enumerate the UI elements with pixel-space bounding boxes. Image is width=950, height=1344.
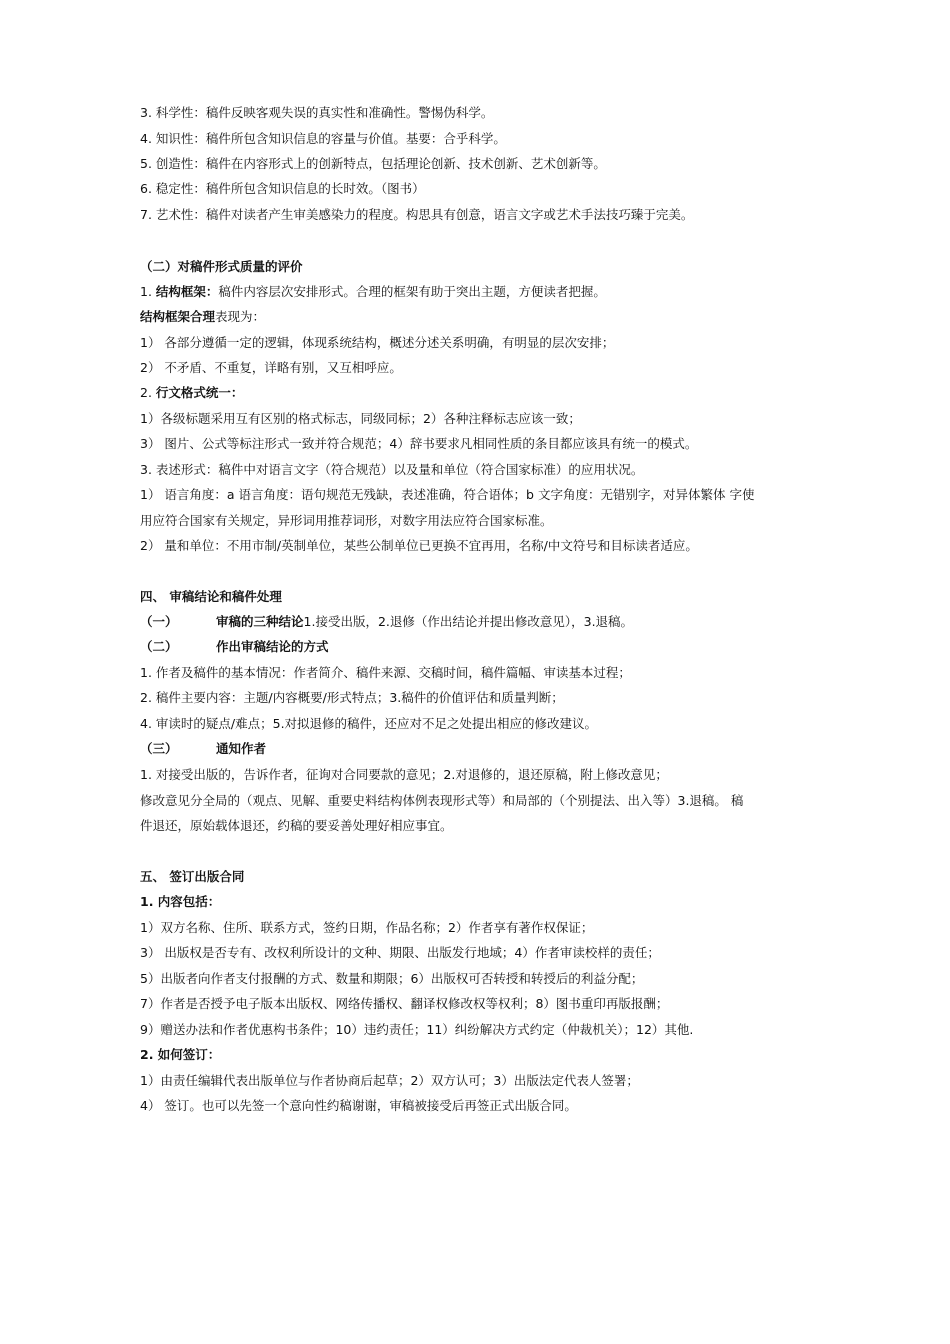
- subsection-number: （三）: [140, 741, 178, 756]
- format-point-2: 3） 图片、公式等标注形式一致并符合规范；4）辞书要求凡相同性质的条目都应该具有统一的模式。: [140, 436, 698, 451]
- units-point: 2） 量和单位：不用市制/英制单位，某些公制单位已更换不宜再用，名称/中文符号和目标读者适应。: [140, 538, 698, 553]
- list-item-creativity: 5. 创造性：稿件在内容形式上的创新特点，包括理论创新、技术创新、艺术创新等。: [140, 156, 606, 171]
- section-heading-form-quality: （二）对稿件形式质量的评价: [140, 259, 303, 274]
- subsection-number: （二）: [140, 639, 178, 654]
- list-item-artistry: 7. 艺术性：稿件对读者产生审美感染力的程度。构思具有创意，语言文字或艺术手法技巧臻于完美。: [140, 207, 694, 222]
- language-point-line-1: 1） 语言角度：a 语言角度：语句规范无残缺，表述准确，符合语体；b 文字角度：无错别字，对异体繁体 字使: [140, 487, 755, 502]
- subsection-notify-author: [140, 740, 266, 758]
- contract-content-3: 5）出版者向作者支付报酬的方式、数量和期限；6）出版权可否转授和转授后的利益分配；: [140, 971, 644, 986]
- contract-how-1: 1）由责任编辑代表出版单位与作者协商后起草；2）双方认可；3）出版法定代表人签署；: [140, 1073, 639, 1088]
- subsection-text: 1.接受出版，2.退修（作出结论并提出修改意见），3.退稿。: [303, 614, 634, 629]
- list-item-stability: 6. 稳定性：稿件所包含知识信息的长时效。（图书）: [140, 181, 425, 196]
- item-number: 1.: [140, 284, 156, 299]
- method-point-3: 4. 审读时的疑点/难点；5.对拟退修的稿件，还应对不足之处提出相应的修改建议。: [140, 716, 598, 731]
- item-text: 稿件内容层次安排形式。合理的框架有助于突出主题，方便读者把握。: [218, 284, 606, 299]
- section-heading-review-conclusion: 四、 审稿结论和稿件处理: [140, 589, 282, 604]
- subsection-three-conclusions: [140, 613, 633, 631]
- item-number: 2.: [140, 385, 156, 400]
- contract-content-4: 7）作者是否授予电子版本出版权、网络传播权、翻译权修改权等权利；8）图书重印再版报酬；: [140, 996, 669, 1011]
- list-item-knowledge: 4. 知识性：稿件所包含知识信息的容量与价值。基要：合乎科学。: [140, 131, 506, 146]
- contract-content-heading: 1. 内容包括：: [140, 894, 221, 909]
- subsection-title: 通知作者: [216, 741, 267, 756]
- subsection-title: 审稿的三种结论: [216, 614, 304, 629]
- method-point-1: 1. 作者及稿件的基本情况：作者简介、稿件来源、交稿时间，稿件篇幅、审读基本过程；: [140, 665, 631, 680]
- subsection-number: （一）: [140, 614, 178, 629]
- form-item-structure: [140, 283, 606, 301]
- subsection-conclusion-method: [140, 638, 329, 656]
- notify-line-2: 修改意见分全局的（观点、见解、重要史料结构体例表现形式等）和局部的（个别提法、出入等）3.退稿。 稿: [140, 793, 744, 808]
- framework-point-2: 2） 不矛盾、不重复，详略有别，又互相呼应。: [140, 360, 402, 375]
- contract-how-2: 4） 签订。也可以先签一个意向性约稿谢谢，审稿被接受后再签正式出版合同。: [140, 1098, 577, 1113]
- format-point-1: 1）各级标题采用互有区别的格式标志，同级同标；2）各种注释标志应该一致；: [140, 411, 581, 426]
- form-item-expression: 3. 表述形式：稿件中对语言文字（符合规范）以及量和单位（符合国家标准）的应用状况。: [140, 462, 644, 477]
- item-term: 结构框架：: [155, 284, 219, 299]
- framework-point-1: 1） 各部分遵循一定的逻辑，体现系统结构，概述分述关系明确，有明显的层次安排；: [140, 335, 615, 350]
- framework-term: 结构框架合理: [140, 309, 216, 324]
- notify-line-3: 件退还，原始载体退还，约稿的要妥善处理好相应事宜。: [140, 818, 453, 833]
- list-item-scientific: 3. 科学性：稿件反映客观失误的真实性和准确性。警惕伪科学。: [140, 105, 494, 120]
- subsection-title: 作出审稿结论的方式: [216, 639, 329, 654]
- framework-rest: 表现为：: [215, 309, 266, 324]
- section-heading-sign-contract: 五、 签订出版合同: [140, 869, 245, 884]
- contract-content-2: 3） 出版权是否专有、改权利所设计的文种、期限、出版发行地域；4）作者审读校样的责任；: [140, 945, 660, 960]
- item-term: 行文格式统一：: [155, 385, 244, 400]
- language-point-line-2: 用应符合国家有关规定，异形词用推荐词形，对数字用法应符合国家标准。: [140, 513, 553, 528]
- form-item-format: [140, 384, 243, 402]
- notify-line-1: 1. 对接受出版的，告诉作者，征询对合同要款的意见；2.对退修的，退还原稿，附上修改意见；: [140, 767, 668, 782]
- method-point-2: 2. 稿件主要内容：主题/内容概要/形式特点；3.稿件的价值评估和质量判断；: [140, 690, 564, 705]
- framework-intro: [140, 308, 265, 326]
- contract-content-1: 1）双方名称、住所、联系方式，签约日期，作品名称；2）作者享有著作权保证；: [140, 920, 594, 935]
- contract-how-heading: 2. 如何签订：: [140, 1047, 221, 1062]
- contract-content-5: 9）赠送办法和作者优惠构书条件；10）违约责任；11）纠纷解决方式约定（仲裁机关）；12）其他.: [140, 1022, 694, 1037]
